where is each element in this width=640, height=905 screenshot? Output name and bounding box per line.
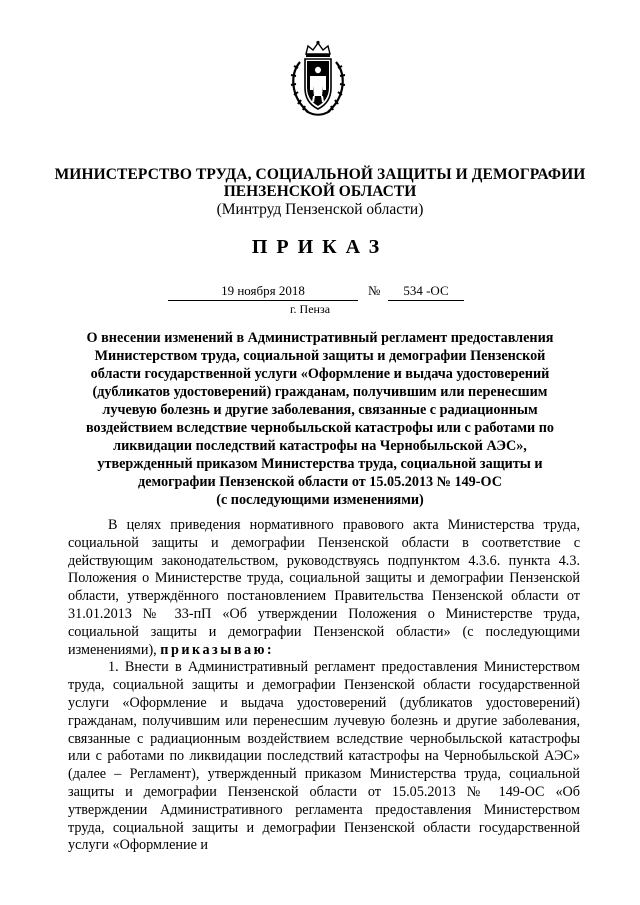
order-city: г. Пенза [289, 302, 331, 316]
preamble-paragraph [68, 517, 580, 659]
subject-line: воздействием вследствие чернобыльской катастрофы или с работами по [85, 420, 555, 436]
subject-line: (с последующими изменениями) [216, 492, 424, 508]
subject-line: ликвидации последствий катастрофы на Чернобыльской АЭС», [113, 438, 527, 454]
subject-line: утвержденный приказом Министерства труда, социальной защиты и [97, 456, 543, 472]
number-sign: № [368, 283, 381, 298]
preamble-text: В целях приведения нормативного правового акта Министерства труда, социальной защиты и демографии Пензенской области в соответствие с действующим законодательством, руководствуясь подпунктом 4.3.6. пункта 4.3. Положения о Министерстве труда, социальной защиты и демографии Пензенской области, утверждённого постановлением Правительства Пензенской области от 31.01.2013 № 33-пП «Об утверждении Положения о Министерстве труда, социальной защиты и демографии Пензенской области» (с последующими изменениями), [68, 517, 580, 658]
order-subject [70, 329, 570, 509]
subject-line: (дубликатов удостоверений) гражданам, получившим или перенесшим [92, 384, 548, 400]
subject-line: О внесении изменений в Административный регламент предоставления [86, 330, 554, 346]
subject-line: лучевую болезнь и другие заболевания, связанные с радиационным [102, 402, 538, 418]
order-date: 19 ноября 2018 [168, 283, 358, 301]
ministry-short-name: (Минтруд Пензенской области) [216, 201, 424, 218]
document-type-title: ПРИКАЗ [251, 236, 389, 258]
subject-line: области государственной услуги «Оформление и выдача удостоверений [90, 366, 550, 382]
order-body [68, 517, 580, 855]
ministry-name-line2: ПЕНЗЕНСКОЙ ОБЛАСТИ [223, 183, 417, 200]
coat-of-arms-icon [286, 40, 350, 118]
order-keyword: приказываю: [160, 641, 275, 658]
subject-line: Министерством труда, социальной защиты и демографии Пензенской [94, 348, 546, 364]
subject-line: демографии Пензенской области от 15.05.2013 № 149-ОС [138, 474, 502, 490]
ministry-name-line1: МИНИСТЕРСТВО ТРУДА, СОЦИАЛЬНОЙ ЗАЩИТЫ И ДЕМОГРАФИИ [54, 166, 586, 183]
item-1-paragraph: 1. Внести в Административный регламент предоставления Министерством труда, социальной защиты и демографии Пензенской области государственной услуги «Оформление и выдача удостоверений (дубликатов удостоверений) гражданам, получившим или перенесшим лучевую болезнь и другие заболевания, связанные с радиационным воздействием вследствие чернобыльской катастрофы или с работами по ликвидации последствий катастрофы на Чернобыльской АЭС» (далее – Регламент), утвержденный приказом Министерства труда, социальной защиты и демографии Пензенской области от 15.05.2013 № 149-ОС «Об утверждении Административного регламента предоставления Министерством труда, социальной защиты и демографии Пензенской области государственной услуги «Оформление и [68, 659, 580, 854]
order-number: 534 -ОС [388, 283, 464, 301]
